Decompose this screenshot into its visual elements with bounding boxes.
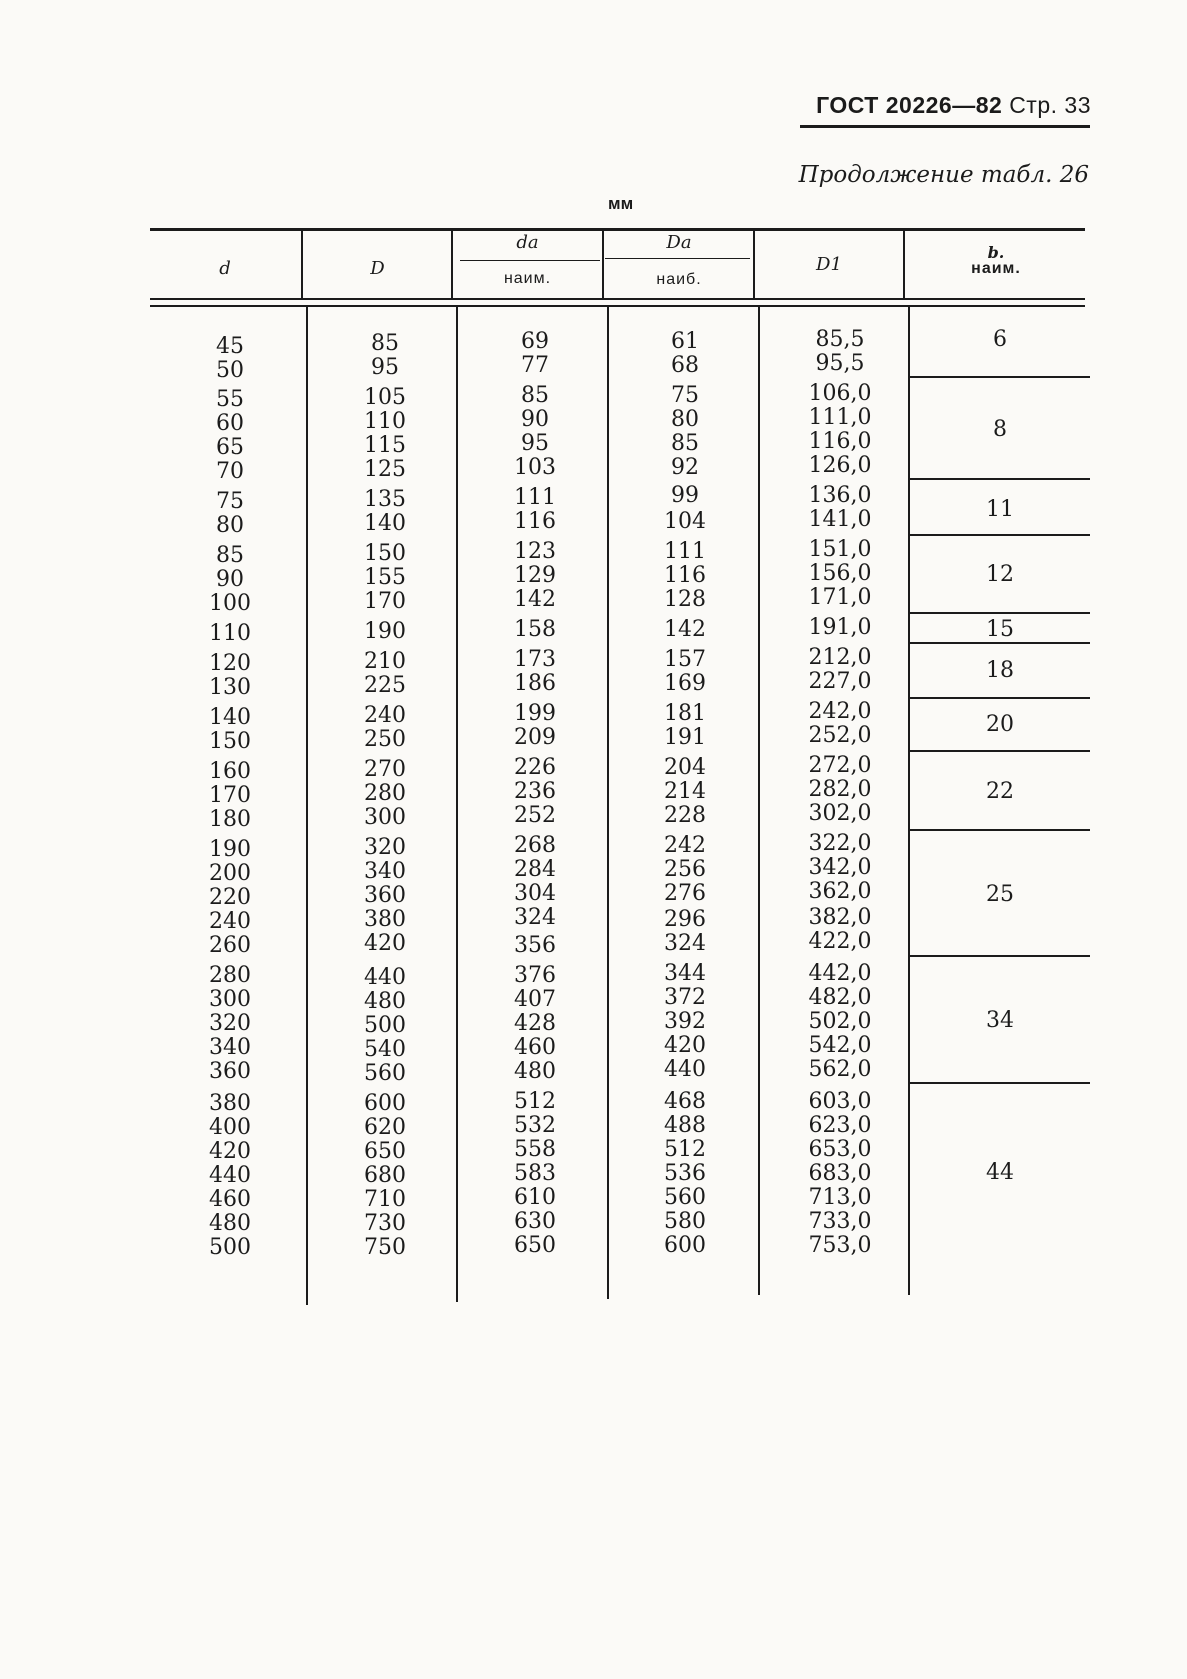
header-rule [800,125,1090,128]
cell-d: 85 [216,543,244,568]
cell-Da: 600 [664,1233,706,1258]
cell-D1: 242,0 [808,699,872,724]
cell-Da: 99 [671,483,699,508]
b-group: 12 [986,562,1014,587]
header-vline-2 [451,231,453,298]
cell-da: 583 [514,1161,556,1186]
cell-D1: 603,0 [808,1089,872,1114]
cell-da: 77 [521,353,549,378]
b-group-divider [910,478,1090,480]
cell-D1: 282,0 [808,777,872,802]
cell-D1: 227,0 [808,669,872,694]
cell-d: 70 [216,459,244,484]
cell-d: 240 [209,909,251,934]
cell-Da: 512 [664,1137,706,1162]
cell-Da: 324 [664,931,706,956]
cell-D: 280 [364,781,406,806]
cell-d: 60 [216,411,244,436]
cell-D1: 562,0 [808,1057,872,1082]
cell-d: 130 [209,675,251,700]
cell-D: 680 [364,1163,406,1188]
header-bottom-rule-2 [150,305,1085,307]
cell-D1: 272,0 [808,753,872,778]
cell-D1: 482,0 [808,985,872,1010]
body-vline-5 [908,307,910,1295]
header-bottom-rule [150,298,1085,300]
cell-D1: 106,0 [808,381,872,406]
cell-d: 200 [209,861,251,886]
cell-D1: 171,0 [808,585,872,610]
cell-d: 340 [209,1035,251,1060]
col-header-D1: D1 [816,254,842,275]
table-top-rule [150,228,1085,231]
cell-D: 155 [364,565,406,590]
cell-d: 460 [209,1187,251,1212]
cell-D: 620 [364,1115,406,1140]
cell-Da: 75 [671,383,699,408]
cell-D: 540 [364,1037,406,1062]
cell-da: 324 [514,905,556,930]
cell-D: 105 [364,385,406,410]
cell-d: 55 [216,387,244,412]
cell-D1: 191,0 [808,615,872,640]
cell-D1: 111,0 [808,405,872,430]
cell-da: 69 [521,329,549,354]
cell-Da: 181 [664,701,706,726]
cell-D1: 302,0 [808,801,872,826]
b-group: 34 [986,1008,1014,1033]
cell-D1: 733,0 [808,1209,872,1234]
cell-Da: 142 [664,617,706,642]
cell-Da: 560 [664,1185,706,1210]
cell-da: 85 [521,383,549,408]
cell-D1: 422,0 [808,929,872,954]
cell-D: 750 [364,1235,406,1260]
cell-d: 170 [209,783,251,808]
cell-D: 320 [364,835,406,860]
b-group-divider [910,829,1090,831]
col-header-b: b. [987,243,1005,262]
body-vline-3 [607,307,609,1299]
cell-Da: 157 [664,647,706,672]
cell-D: 240 [364,703,406,728]
b-group: 18 [986,658,1014,683]
cell-da: 90 [521,407,549,432]
cell-Da: 116 [664,563,706,588]
cell-da: 252 [514,803,556,828]
cell-da: 186 [514,671,556,696]
cell-da: 460 [514,1035,556,1060]
cell-D1: 442,0 [808,961,872,986]
cell-D: 270 [364,757,406,782]
cell-D: 730 [364,1211,406,1236]
cell-d: 110 [209,621,251,646]
cell-D1: 156,0 [808,561,872,586]
b-group-divider [910,534,1090,536]
col-header-da: da [516,232,539,253]
cell-d: 160 [209,759,251,784]
cell-D1: 116,0 [808,429,872,454]
cell-da: 630 [514,1209,556,1234]
cell-d: 500 [209,1235,251,1260]
cell-D: 125 [364,457,406,482]
cell-D: 170 [364,589,406,614]
cell-D1: 653,0 [808,1137,872,1162]
cell-D1: 683,0 [808,1161,872,1186]
cell-D1: 212,0 [808,645,872,670]
body-vline-4 [758,307,760,1295]
standard-number: ГОСТ 20226—82 [816,92,1003,118]
cell-da: 480 [514,1059,556,1084]
cell-D1: 502,0 [808,1009,872,1034]
cell-D: 150 [364,541,406,566]
b-group: 6 [993,327,1007,352]
cell-Da: 392 [664,1009,706,1034]
units-label: мм [608,194,634,213]
cell-da: 111 [514,485,556,510]
b-group-divider [910,376,1090,378]
cell-D1: 126,0 [808,453,872,478]
cell-d: 190 [209,837,251,862]
b-group: 25 [986,882,1014,907]
b-group: 8 [993,417,1007,442]
cell-D1: 382,0 [808,905,872,930]
cell-da: 304 [514,881,556,906]
cell-da: 268 [514,833,556,858]
col-header-Da: Da [666,232,692,253]
da-header-divider [460,260,600,261]
cell-D1: 141,0 [808,507,872,532]
cell-D1: 342,0 [808,855,872,880]
cell-da: 209 [514,725,556,750]
cell-Da: 80 [671,407,699,432]
col-header-d: d [219,258,231,279]
cell-D: 135 [364,487,406,512]
cell-D: 115 [364,433,406,458]
cell-da: 512 [514,1089,556,1114]
cell-D: 560 [364,1061,406,1086]
cell-d: 180 [209,807,251,832]
cell-Da: 169 [664,671,706,696]
cell-d: 440 [209,1163,251,1188]
cell-d: 480 [209,1211,251,1236]
cell-D1: 322,0 [808,831,872,856]
b-group: 22 [986,779,1014,804]
cell-Da: 61 [671,329,699,354]
cell-d: 80 [216,513,244,538]
col-header-b-sub: наим. [971,260,1021,277]
Da-header-divider [605,258,750,259]
cell-Da: 372 [664,985,706,1010]
cell-d: 400 [209,1115,251,1140]
cell-d: 100 [209,591,251,616]
cell-Da: 440 [664,1057,706,1082]
cell-da: 199 [514,701,556,726]
cell-da: 123 [514,539,556,564]
cell-Da: 276 [664,881,706,906]
cell-da: 142 [514,587,556,612]
cell-D1: 151,0 [808,537,872,562]
cell-d: 150 [209,729,251,754]
cell-Da: 580 [664,1209,706,1234]
cell-da: 158 [514,617,556,642]
cell-d: 220 [209,885,251,910]
b-group-divider [910,750,1090,752]
cell-D: 360 [364,883,406,908]
b-group: 11 [986,497,1014,522]
cell-d: 120 [209,651,251,676]
cell-da: 116 [514,509,556,534]
cell-Da: 85 [671,431,699,456]
cell-Da: 111 [664,539,706,564]
cell-da: 558 [514,1137,556,1162]
cell-D1: 713,0 [808,1185,872,1210]
cell-Da: 296 [664,907,706,932]
cell-Da: 128 [664,587,706,612]
cell-da: 532 [514,1113,556,1138]
cell-da: 236 [514,779,556,804]
cell-D: 210 [364,649,406,674]
col-header-da-sub: наим. [503,270,552,287]
cell-D: 95 [371,355,399,380]
cell-Da: 68 [671,353,699,378]
body-vline-1 [306,307,308,1305]
cell-d: 260 [209,933,251,958]
cell-d: 360 [209,1059,251,1084]
cell-D: 380 [364,907,406,932]
cell-da: 356 [514,933,556,958]
header-vline-1 [301,231,303,298]
page-number: Стр. 33 [1009,92,1091,118]
cell-D: 225 [364,673,406,698]
cell-D: 600 [364,1091,406,1116]
cell-D: 110 [364,409,406,434]
cell-da: 650 [514,1233,556,1258]
cell-d: 420 [209,1139,251,1164]
cell-Da: 214 [664,779,706,804]
cell-D1: 542,0 [808,1033,872,1058]
cell-D1: 85,5 [815,327,865,352]
cell-d: 45 [216,334,244,359]
cell-D: 420 [364,931,406,956]
b-group-divider [910,1082,1090,1084]
cell-da: 284 [514,857,556,882]
continuation-note: Продолжение табл. 26 [798,162,1089,188]
cell-d: 90 [216,567,244,592]
running-header [816,92,1091,119]
header-vline-5 [903,231,905,298]
b-group: 20 [986,712,1014,737]
cell-d: 65 [216,435,244,460]
cell-Da: 256 [664,857,706,882]
cell-D: 85 [371,331,399,356]
body-vline-2 [456,307,458,1302]
cell-d: 380 [209,1091,251,1116]
cell-d: 75 [216,489,244,514]
b-group-divider [910,955,1090,957]
cell-d: 50 [216,358,244,383]
cell-Da: 344 [664,961,706,986]
cell-da: 428 [514,1011,556,1036]
cell-D1: 136,0 [808,483,872,508]
cell-D1: 362,0 [808,879,872,904]
cell-D: 650 [364,1139,406,1164]
cell-d: 280 [209,963,251,988]
cell-da: 407 [514,987,556,1012]
cell-da: 173 [514,647,556,672]
cell-Da: 204 [664,755,706,780]
cell-da: 376 [514,963,556,988]
cell-D1: 623,0 [808,1113,872,1138]
cell-Da: 488 [664,1113,706,1138]
cell-d: 300 [209,987,251,1012]
b-group: 44 [986,1160,1014,1185]
cell-Da: 92 [671,455,699,480]
cell-Da: 228 [664,803,706,828]
col-header-D: D [370,258,385,279]
cell-D1: 753,0 [808,1233,872,1258]
cell-da: 129 [514,563,556,588]
cell-Da: 420 [664,1033,706,1058]
cell-D: 140 [364,511,406,536]
cell-D: 710 [364,1187,406,1212]
cell-D: 340 [364,859,406,884]
cell-da: 103 [514,455,556,480]
cell-D1: 252,0 [808,723,872,748]
cell-da: 95 [521,431,549,456]
cell-da: 610 [514,1185,556,1210]
b-group-divider [910,642,1090,644]
cell-D: 500 [364,1013,406,1038]
cell-D: 480 [364,989,406,1014]
header-vline-3 [602,231,604,298]
cell-D: 190 [364,619,406,644]
b-group-divider [910,697,1090,699]
b-group: 15 [986,617,1014,642]
cell-Da: 191 [664,725,706,750]
col-header-Da-sub: наиб. [656,271,702,288]
cell-Da: 242 [664,833,706,858]
cell-D: 440 [364,965,406,990]
cell-da: 226 [514,755,556,780]
cell-d: 140 [209,705,251,730]
cell-Da: 536 [664,1161,706,1186]
cell-Da: 468 [664,1089,706,1114]
cell-D: 300 [364,805,406,830]
cell-D1: 95,5 [815,351,865,376]
cell-d: 320 [209,1011,251,1036]
cell-D: 250 [364,727,406,752]
cell-Da: 104 [664,509,706,534]
b-group-divider [910,612,1090,614]
